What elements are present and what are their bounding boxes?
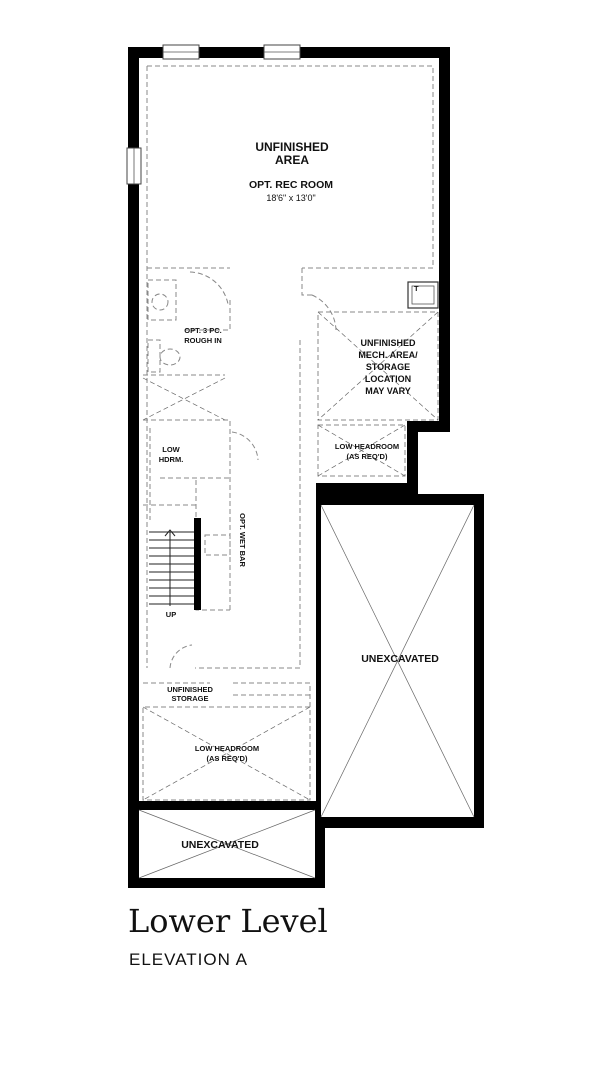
wet-bar-label: OPT. WET BAR xyxy=(238,513,247,567)
tank-mark: T xyxy=(414,284,419,293)
mech-label-1: UNFINISHED xyxy=(360,338,416,348)
low-headroom-bottom-1: LOW HEADROOM xyxy=(194,744,260,753)
sink-counter xyxy=(148,340,160,372)
toilet xyxy=(160,349,180,365)
low-headroom-right-1: LOW HEADROOM xyxy=(334,442,400,451)
rec-room-label: OPT. REC ROOM xyxy=(248,179,334,191)
stair-up-label: UP xyxy=(165,610,177,619)
bath-door xyxy=(190,272,228,304)
page-title: Lower Level xyxy=(128,902,328,940)
stair-wall xyxy=(194,518,201,610)
page-subtitle: ELEVATION A xyxy=(129,950,249,969)
unfinished-area-label-2: AREA xyxy=(274,153,310,167)
low-hdrm-label-1: LOW xyxy=(162,445,180,454)
low-hdrm-label-2: HDRM. xyxy=(158,455,184,464)
mech-label-2: MECH. AREA/ xyxy=(358,350,418,360)
exterior-walls xyxy=(128,47,484,888)
storage-label-2: STORAGE xyxy=(171,694,209,703)
unexcavated-right-label: UNEXCAVATED xyxy=(361,653,439,665)
stairs xyxy=(149,518,201,610)
unfinished-area-label-1: UNFINISHED xyxy=(255,140,329,154)
mech-label-5: MAY VARY xyxy=(365,386,411,396)
low-headroom-bottom-2: (AS REQ'D) xyxy=(206,754,248,763)
mech-label-3: STORAGE xyxy=(365,362,411,372)
storage-label-1: UNFINISHED xyxy=(167,685,213,694)
low-headroom-right-2: (AS REQ'D) xyxy=(346,452,388,461)
bath-label-1: OPT. 3 PC. xyxy=(184,326,222,335)
bath-label-2: ROUGH IN xyxy=(184,336,222,345)
mech-label-4: LOCATION xyxy=(364,374,412,384)
bathroom-fixtures xyxy=(143,272,228,420)
rec-room-dimensions: 18'6" x 13'0" xyxy=(266,193,316,203)
stair-treads xyxy=(149,532,194,604)
wall-gap-right xyxy=(316,483,321,801)
unexcavated-bottom-label: UNEXCAVATED xyxy=(181,839,259,851)
